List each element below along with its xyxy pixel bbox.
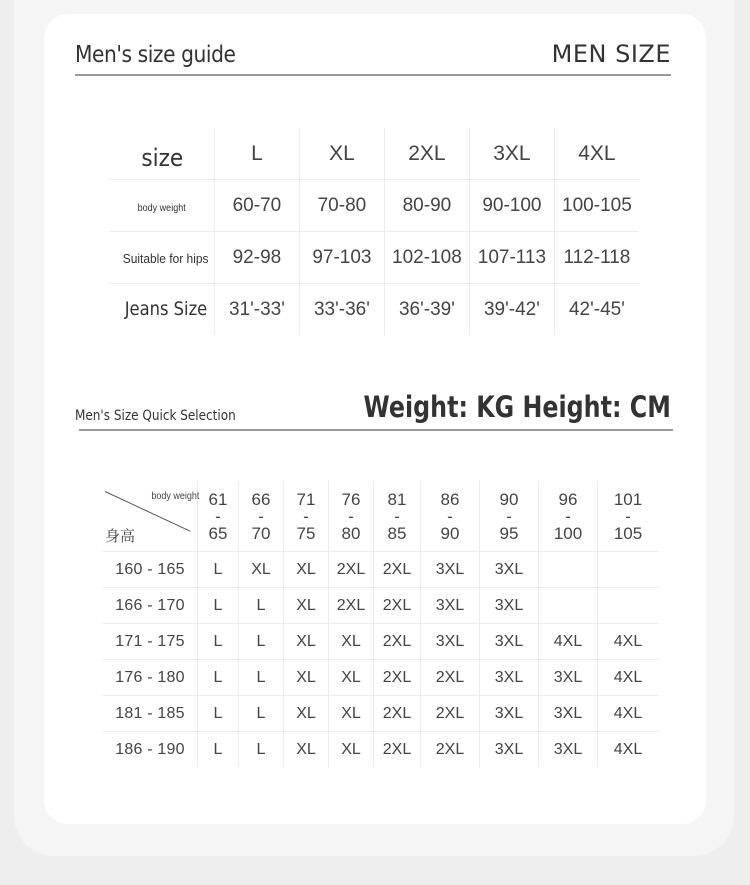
size-cell: 4XL (598, 696, 659, 732)
size-cell: 2XL (374, 552, 421, 588)
header-divider (75, 74, 671, 76)
size-cell: 4XL (598, 624, 659, 660)
height-range: 171 - 175 (103, 624, 198, 660)
size-cell: XL (329, 696, 374, 732)
size-cell: L (198, 552, 239, 588)
size-cell: L (198, 732, 239, 768)
size-cell: 3XL (469, 128, 554, 180)
jeans-cell: 31'-33' (214, 284, 299, 336)
weight-cell: 60-70 (214, 180, 299, 232)
size-cell: XL (284, 732, 329, 768)
size-cell: 2XL (374, 732, 421, 768)
weight-header: 61 - 65 (198, 481, 239, 552)
weight-header: 66 - 70 (239, 481, 284, 552)
size-cell: 4XL (598, 660, 659, 696)
quick-selection-title: Men's Size Quick Selection (75, 408, 236, 424)
height-range: 181 - 185 (103, 696, 198, 732)
weight-header: 90 - 95 (480, 481, 539, 552)
weight-header: 101 - 105 (598, 481, 659, 552)
height-range: 166 - 170 (103, 588, 198, 624)
size-cell: 2XL (329, 552, 374, 588)
height-range: 186 - 190 (115, 740, 185, 758)
size-cell: 3XL (539, 696, 598, 732)
size-cell: 3XL (539, 732, 598, 768)
table-row (103, 481, 658, 552)
size-cell: 2XL (421, 660, 480, 696)
weight-header: 81 - 85 (374, 481, 421, 552)
hips-cell: 107-113 (469, 232, 554, 284)
height-range: 160 - 165 (103, 552, 198, 588)
size-cell: L (239, 588, 284, 624)
row-label-hips: Suitable for hips (110, 232, 214, 284)
table-row (103, 552, 658, 588)
table-row (103, 588, 658, 624)
size-cell: 2XL (374, 696, 421, 732)
size-cell: 3XL (539, 660, 598, 696)
size-cell (598, 552, 659, 588)
hips-cell: 97-103 (299, 232, 384, 284)
size-cell: XL (329, 660, 374, 696)
size-cell: L (198, 624, 239, 660)
size-cell: XL (284, 624, 329, 660)
size-cell: 3XL (480, 696, 539, 732)
size-cell: XL (299, 128, 384, 180)
size-cell: 2XL (421, 696, 480, 732)
size-cell: L (198, 660, 239, 696)
jeans-cell: 39'-42' (469, 284, 554, 336)
row-label-body-weight: body weight (110, 180, 214, 232)
hips-cell: 102-108 (384, 232, 469, 284)
weight-cell: 80-90 (384, 180, 469, 232)
size-guide-header (75, 28, 671, 68)
size-cell: L (239, 624, 284, 660)
size-cell: XL (329, 732, 374, 768)
size-cell: L (239, 660, 284, 696)
table-row (110, 232, 639, 284)
weight-header: 86 - 90 (421, 481, 480, 552)
size-cell: 3XL (421, 588, 480, 624)
corner-cell (103, 481, 198, 552)
size-cell: XL (284, 588, 329, 624)
jeans-cell: 36'-39' (384, 284, 469, 336)
quick-selection-table (103, 481, 658, 767)
size-cell: 2XL (329, 588, 374, 624)
size-cell: 3XL (480, 732, 539, 768)
size-cell: 4XL (539, 624, 598, 660)
men-size-label: MEN SIZE (551, 40, 671, 68)
size-cell: L (239, 732, 284, 768)
size-cell: XL (284, 552, 329, 588)
size-cell: XL (239, 552, 284, 588)
table-row (110, 180, 639, 232)
size-cell: 2XL (421, 732, 480, 768)
size-cell: 3XL (480, 552, 539, 588)
size-cell: 4XL (598, 732, 659, 768)
weight-header: 76 - 80 (329, 481, 374, 552)
units-label: Weight: KG Height: CM (363, 390, 671, 424)
size-cell: 2XL (374, 624, 421, 660)
hips-cell: 112-118 (554, 232, 639, 284)
size-cell: XL (284, 660, 329, 696)
height-range: 176 - 180 (103, 660, 198, 696)
weight-cell: 90-100 (469, 180, 554, 232)
size-cell: 3XL (421, 624, 480, 660)
weight-cell: 100-105 (554, 180, 639, 232)
row-label-size: size (110, 128, 214, 180)
quick-header-divider (79, 429, 673, 431)
table-row (103, 624, 658, 660)
size-cell: 3XL (480, 588, 539, 624)
size-guide-title: Men's size guide (75, 42, 236, 68)
size-cell: 3XL (421, 552, 480, 588)
table-row (110, 284, 639, 336)
corner-weight-label: body weight (150, 491, 199, 502)
size-cell: L (239, 696, 284, 732)
size-cell: XL (284, 696, 329, 732)
hips-cell: 92-98 (214, 232, 299, 284)
table-row (103, 660, 658, 696)
size-cell: 2XL (374, 660, 421, 696)
size-cell: L (198, 696, 239, 732)
size-cell (598, 588, 659, 624)
size-cell: 2XL (374, 588, 421, 624)
size-cell (539, 552, 598, 588)
jeans-cell: 42'-45' (554, 284, 639, 336)
size-cell: L (214, 128, 299, 180)
weight-cell: 70-80 (299, 180, 384, 232)
jeans-cell: 33'-36' (299, 284, 384, 336)
table-row (103, 696, 658, 732)
size-cell (539, 588, 598, 624)
size-cell: 2XL (384, 128, 469, 180)
quick-selection-header (75, 384, 671, 424)
row-label-jeans: Jeans Size (124, 298, 208, 320)
corner-height-label: 身高 (105, 528, 136, 545)
size-cell: 4XL (554, 128, 639, 180)
size-guide-table (110, 128, 639, 335)
table-row (103, 732, 658, 768)
weight-header: 96 - 100 (539, 481, 598, 552)
size-cell: 3XL (480, 660, 539, 696)
size-cell: 3XL (480, 624, 539, 660)
table-row (110, 128, 639, 180)
weight-header: 71 - 75 (284, 481, 329, 552)
size-cell: XL (329, 624, 374, 660)
size-cell: L (198, 588, 239, 624)
